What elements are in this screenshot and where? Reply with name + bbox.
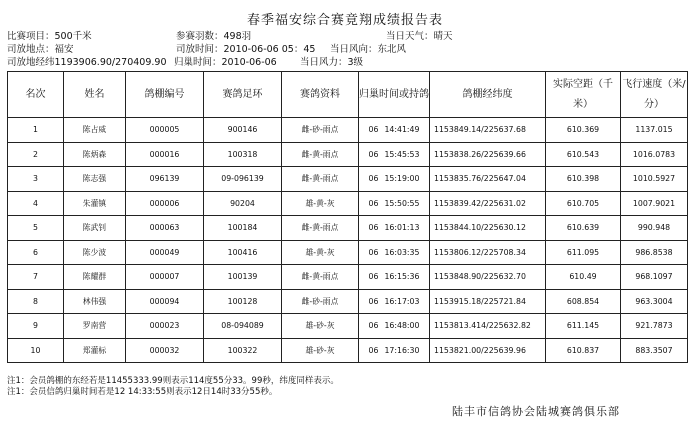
cell-return-time	[359, 191, 430, 216]
return-day: 06	[368, 345, 379, 355]
cell-speed: 986.8538	[621, 240, 688, 265]
cell-loft-coordinates: 1153839.42/225631.02	[430, 191, 546, 216]
table-row	[8, 142, 688, 167]
cell-loft-id: 000094	[126, 289, 204, 314]
report-title: 春季福安综合赛竟翔成绩报告表	[246, 13, 443, 28]
cell-ring: 100416	[204, 240, 282, 265]
cell-return-time	[359, 289, 430, 314]
cell-speed: 990.948	[621, 216, 688, 241]
cell-name: 陈少波	[64, 240, 126, 265]
return-clock: 15:19:00	[384, 174, 420, 184]
cell-ring: 100322	[204, 338, 282, 363]
cell-name: 陈志强	[64, 167, 126, 192]
meta-release-time: 司放时间：2010-06-06 05：45	[176, 44, 316, 55]
cell-ring: 100184	[204, 216, 282, 241]
return-clock: 16:03:35	[384, 247, 420, 257]
table-row	[8, 118, 688, 143]
cell-name: 陈武钊	[64, 216, 126, 241]
cell-name: 郑灌标	[64, 338, 126, 363]
cell-rank: 7	[8, 265, 64, 290]
cell-loft-coordinates: 1153848.90/225632.70	[430, 265, 546, 290]
cell-pigeon-info: 雄-砂-灰	[282, 338, 359, 363]
cell-loft-id: 000016	[126, 142, 204, 167]
cell-return-time	[359, 216, 430, 241]
table-row	[8, 216, 688, 241]
cell-ring: 100139	[204, 265, 282, 290]
return-clock: 16:01:13	[384, 223, 420, 233]
cell-distance: 610.398	[546, 167, 621, 192]
table-row	[8, 191, 688, 216]
table-row	[8, 240, 688, 265]
cell-speed: 883.3507	[621, 338, 688, 363]
cell-loft-id: 000023	[126, 314, 204, 339]
cell-speed: 963.3004	[621, 289, 688, 314]
header-distance: 实际空距（千米）	[546, 72, 621, 118]
header-loft-id: 鸽棚编号	[126, 72, 204, 118]
cell-pigeon-info: 雄-砂-灰	[282, 314, 359, 339]
header-ring: 赛鸽足环	[204, 72, 282, 118]
return-clock: 15:50:55	[384, 198, 420, 208]
return-day: 06	[368, 174, 379, 184]
cell-return-time	[359, 314, 430, 339]
table-row	[8, 265, 688, 290]
cell-loft-coordinates: 1153821.00/225639.96	[430, 338, 546, 363]
cell-speed: 921.7873	[621, 314, 688, 339]
cell-distance: 608.854	[546, 289, 621, 314]
cell-distance: 611.095	[546, 240, 621, 265]
cell-speed: 1010.5927	[621, 167, 688, 192]
cell-return-time	[359, 240, 430, 265]
cell-loft-coordinates: 1153838.26/225639.66	[430, 142, 546, 167]
cell-loft-coordinates: 1153835.76/225647.04	[430, 167, 546, 192]
return-day: 06	[368, 272, 379, 282]
cell-return-time	[359, 265, 430, 290]
organization-name: 陆丰市信鸽协会陆城赛鸽俱乐部	[452, 405, 620, 418]
results-table	[7, 71, 688, 363]
cell-name: 林伟强	[64, 289, 126, 314]
cell-name: 陈占威	[64, 118, 126, 143]
meta-event: 比赛项目：500千米	[7, 31, 92, 42]
cell-name: 朱灌镇	[64, 191, 126, 216]
header-return-time: 归巢时间或持鸽	[359, 72, 430, 118]
cell-loft-coordinates: 1153806.12/225708.34	[430, 240, 546, 265]
cell-name: 罗南营	[64, 314, 126, 339]
cell-distance: 610.639	[546, 216, 621, 241]
cell-pigeon-info: 雄-黄-灰	[282, 191, 359, 216]
note-coordinates: 注1：会员鸽棚的东经若是11455333.99则表示114度55分33。99秒，纬度同样表示。	[7, 376, 339, 386]
return-day: 06	[368, 125, 379, 135]
cell-pigeon-info: 雌-砂-雨点	[282, 118, 359, 143]
cell-ring: 900146	[204, 118, 282, 143]
return-day: 06	[368, 321, 379, 331]
header-rank: 名次	[8, 72, 64, 118]
table-row	[8, 338, 688, 363]
meta-release-coordinates: 司放地经纬1193906.90/270409.90	[7, 57, 167, 68]
cell-loft-coordinates: 1153915.18/225721.84	[430, 289, 546, 314]
cell-rank: 3	[8, 167, 64, 192]
cell-distance: 610.837	[546, 338, 621, 363]
cell-speed: 1007.9021	[621, 191, 688, 216]
cell-loft-id: 000063	[126, 216, 204, 241]
header-name: 姓名	[64, 72, 126, 118]
cell-rank: 10	[8, 338, 64, 363]
cell-return-time	[359, 118, 430, 143]
cell-ring: 100128	[204, 289, 282, 314]
cell-distance: 610.49	[546, 265, 621, 290]
cell-speed: 1137.015	[621, 118, 688, 143]
cell-rank: 8	[8, 289, 64, 314]
meta-wind-force: 当日风力：3级	[300, 57, 364, 68]
cell-speed: 1016.0783	[621, 142, 688, 167]
return-day: 06	[368, 198, 379, 208]
return-clock: 17:16:30	[384, 345, 420, 355]
return-clock: 16:15:36	[384, 272, 420, 282]
cell-loft-id: 096139	[126, 167, 204, 192]
cell-rank: 9	[8, 314, 64, 339]
header-row	[8, 72, 688, 118]
return-day: 06	[368, 296, 379, 306]
cell-ring: 90204	[204, 191, 282, 216]
cell-return-time	[359, 338, 430, 363]
meta-wind-direction: 当日风向：东北风	[330, 44, 407, 55]
cell-loft-id: 000007	[126, 265, 204, 290]
meta-weather: 当日天气：晴天	[386, 31, 453, 42]
cell-return-time	[359, 167, 430, 192]
return-clock: 16:48:00	[384, 321, 420, 331]
return-day: 06	[368, 223, 379, 233]
cell-rank: 5	[8, 216, 64, 241]
return-day: 06	[368, 247, 379, 257]
return-clock: 14:41:49	[384, 125, 420, 135]
meta-entries: 参赛羽数：498羽	[176, 31, 252, 42]
cell-ring: 09-096139	[204, 167, 282, 192]
cell-loft-id: 000032	[126, 338, 204, 363]
header-loft-coordinates: 鸽棚经纬度	[430, 72, 546, 118]
note-return-time: 注1：会员信鸽归巢时间若是12 14:33:55则表示12日14时33分55秒。	[7, 387, 278, 397]
cell-distance: 610.543	[546, 142, 621, 167]
cell-pigeon-info: 雌-黄-雨点	[282, 265, 359, 290]
header-pigeon-info: 赛鸽资料	[282, 72, 359, 118]
cell-rank: 6	[8, 240, 64, 265]
header-speed: 飞行速度（米/分）	[621, 72, 688, 118]
cell-ring: 100318	[204, 142, 282, 167]
cell-name: 陈炳森	[64, 142, 126, 167]
cell-rank: 2	[8, 142, 64, 167]
cell-return-time	[359, 142, 430, 167]
table-row	[8, 314, 688, 339]
table-row	[8, 167, 688, 192]
return-day: 06	[368, 149, 379, 159]
cell-pigeon-info: 雄-黄-灰	[282, 240, 359, 265]
cell-pigeon-info: 雌-砂-雨点	[282, 289, 359, 314]
cell-loft-id: 000006	[126, 191, 204, 216]
cell-loft-coordinates: 1153844.10/225630.12	[430, 216, 546, 241]
cell-loft-coordinates: 1153849.14/225637.68	[430, 118, 546, 143]
return-clock: 16:17:03	[384, 296, 420, 306]
meta-release-location: 司放地点：福安	[7, 44, 74, 55]
meta-return-date: 归巢时间：2010-06-06	[174, 57, 277, 68]
cell-pigeon-info: 雌-黄-雨点	[282, 167, 359, 192]
cell-distance: 610.369	[546, 118, 621, 143]
table-row	[8, 289, 688, 314]
cell-loft-id: 000005	[126, 118, 204, 143]
cell-distance: 611.145	[546, 314, 621, 339]
cell-loft-coordinates: 1153813.414/225632.82	[430, 314, 546, 339]
cell-ring: 08-094089	[204, 314, 282, 339]
cell-pigeon-info: 雌-黄-雨点	[282, 142, 359, 167]
return-clock: 15:45:53	[384, 149, 420, 159]
cell-distance: 610.705	[546, 191, 621, 216]
cell-rank: 4	[8, 191, 64, 216]
cell-speed: 968.1097	[621, 265, 688, 290]
cell-rank: 1	[8, 118, 64, 143]
cell-pigeon-info: 雌-黄-雨点	[282, 216, 359, 241]
cell-name: 陈耀群	[64, 265, 126, 290]
cell-loft-id: 000049	[126, 240, 204, 265]
